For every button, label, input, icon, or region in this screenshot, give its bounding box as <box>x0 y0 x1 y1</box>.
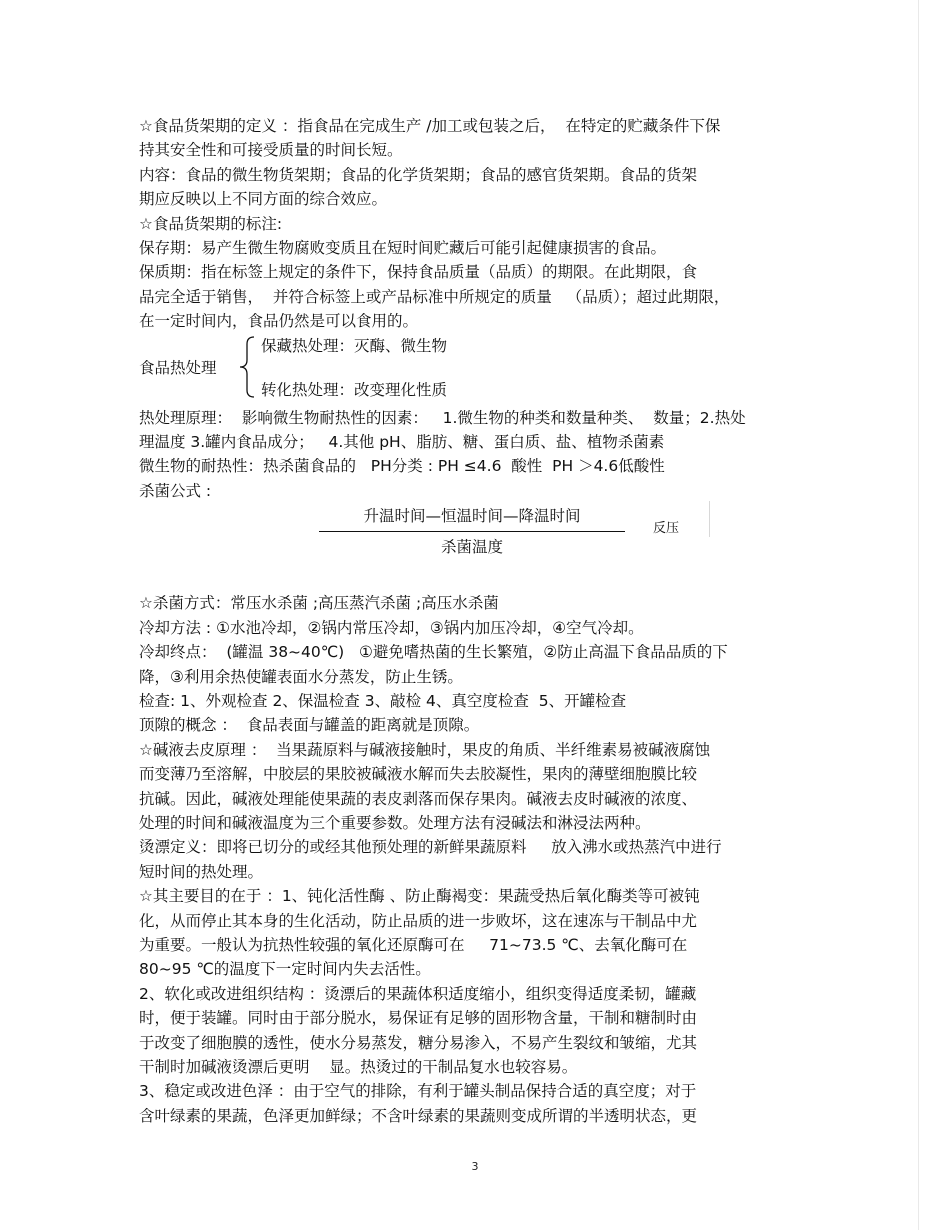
text-line: 化，从而停止其本身的生化活动，防止品质的进一步败坏，这在速冻与干制品中尤 <box>139 911 698 930</box>
section-shelf-life <box>139 114 819 334</box>
text-line: 短时间的热处理。 <box>139 862 264 881</box>
text-line: 期应反映以上不同方面的综合效应。 <box>139 190 388 209</box>
sterilization-formula <box>139 503 819 571</box>
text-line: 时，便于装罐。同时由于部分脱水，易保证有足够的固形物含量，干制和糖制时由 <box>139 1009 698 1028</box>
text-line: ☆食品货架期的标注: <box>139 214 283 233</box>
formula-divider <box>709 501 710 537</box>
text-line: 顶隙的概念 ： 食品表面与罐盖的距离就是顶隙。 <box>139 716 480 735</box>
text-line: 杀菌公式 : <box>139 481 212 500</box>
text-line: 持其安全性和可接受质量的时间长短。 <box>139 141 403 160</box>
section-heat-principle <box>139 406 819 504</box>
heat-treatment-item-conversion: 转化热处理：改变理化性质 <box>261 380 448 399</box>
formula-denominator: 杀菌温度 <box>440 538 503 557</box>
text-line: 80~95 ℃的温度下一定时间内失去活性。 <box>139 960 431 979</box>
heat-treatment-label: 食品热处理 <box>139 358 217 377</box>
document-body <box>139 114 819 1128</box>
heat-treatment-diagram <box>139 334 819 406</box>
text-line: 降，③利用余热使罐表面水分蒸发，防止生锈。 <box>139 667 463 686</box>
text-line: 于改变了细胞膜的透性，使水分易蒸发，糖分易渗入，不易产生裂纹和皱缩，尤其 <box>139 1033 698 1052</box>
section-processing <box>139 591 819 1128</box>
text-line: 热处理原理： 影响微生物耐热性的因素： 1.微生物的种类和数量种类、 数量；2.热处 <box>139 408 746 427</box>
spacer <box>139 571 819 591</box>
text-line: 烫漂定义：即将已切分的或经其他预处理的新鲜果蔬原料 放入沸水或热蒸汽中进行 <box>139 838 722 857</box>
formula-numerator: 升温时间—恒温时间—降温时间 <box>363 507 581 526</box>
text-line: 微生物的耐热性：热杀菌食品的 PH分类 : PH ≤4.6 酸性 PH ＞4.6低酸性 <box>139 457 665 476</box>
curly-brace-icon <box>237 336 257 398</box>
text-line: 为重要。一般认为抗热性较强的氧化还原酶可在 71~73.5 ℃、去氧化酶可在 <box>139 935 688 954</box>
text-line: 检查: 1、外观检查 2、保温检查 3、敲检 4、真空度检查 5、开罐检查 <box>139 691 627 710</box>
heat-treatment-item-preservation: 保藏热处理：灭酶、微生物 <box>261 336 448 355</box>
text-line: 3、稳定或改进色泽 ：由于空气的排除，有利于罐头制品保持合适的真空度；对于 <box>139 1082 697 1101</box>
text-line: 冷却终点： (罐温 38~40℃) ①避免嗜热菌的生长繁殖，②防止高温下食品品质的下 <box>139 643 728 662</box>
text-line: 在一定时间内，食品仍然是可以食用的。 <box>139 312 419 331</box>
text-line: ☆其主要目的在于 ：1、钝化活性酶 、防止酶褐变：果蔬受热后氧化酶类等可被钝 <box>139 887 700 906</box>
text-line: 处理的时间和碱液温度为三个重要参数。处理方法有浸碱法和淋浸法两种。 <box>139 813 651 832</box>
text-line: 冷却方法 : ①水池冷却，②锅内常压冷却，③锅内加压冷却，④空气冷却。 <box>139 618 644 637</box>
text-line: 2、软化或改进组织结构 ：烫漂后的果蔬体积适度缩小，组织变得适度柔韧，罐藏 <box>139 984 697 1003</box>
text-line: 抗碱。因此，碱液处理能使果蔬的表皮剥落而保存果肉。碱液去皮时碱液的浓度、 <box>139 789 698 808</box>
text-line: 干制时加碱液烫漂后更明 显。热烫过的干制品复水也较容易。 <box>139 1058 578 1076</box>
text-line: ☆杀菌方式：常压水杀菌 ;高压蒸汽杀菌 ;高压水杀菌 <box>139 594 499 613</box>
text-line: ☆食品货架期的定义 ：指食品在完成生产 /加工或包装之后， 在特定的贮藏条件下保 <box>139 117 721 135</box>
text-line: 保存期：易产生微生物腐败变质且在短时间贮藏后可能引起健康损害的食品。 <box>139 239 667 258</box>
formula-back-pressure: 反压 <box>653 521 680 537</box>
text-line: 内容：食品的微生物货架期；食品的化学货架期；食品的感官货架期。食品的货架 <box>139 165 698 184</box>
text-line: 理温度 3.罐内食品成分； 4.其他 pH、脂肪、糖、蛋白质、盐、植物杀菌素 <box>139 433 665 452</box>
text-line: ☆碱液去皮原理 ： 当果蔬原料与碱液接触时，果皮的角质、半纤维素易被碱液腐蚀 <box>139 740 711 759</box>
formula-fraction-bar <box>319 531 625 532</box>
text-line: 品完全适于销售， 并符合标签上或产品标准中所规定的质量 （品质）；超过此期限， <box>139 287 730 306</box>
page-number: 3 <box>471 1160 479 1173</box>
text-line: 保质期：指在标签上规定的条件下，保持食品质量（品质）的期限。在此期限，食 <box>139 263 698 282</box>
text-line: 含叶绿素的果蔬，色泽更加鲜绿；不含叶绿素的果蔬则变成所谓的半透明状态，更 <box>139 1106 698 1125</box>
page-edge-line <box>918 0 919 1230</box>
text-line: 而变薄乃至溶解，中胶层的果胶被碱液水解而失去胶凝性，果肉的薄壁细胞膜比较 <box>139 765 698 784</box>
